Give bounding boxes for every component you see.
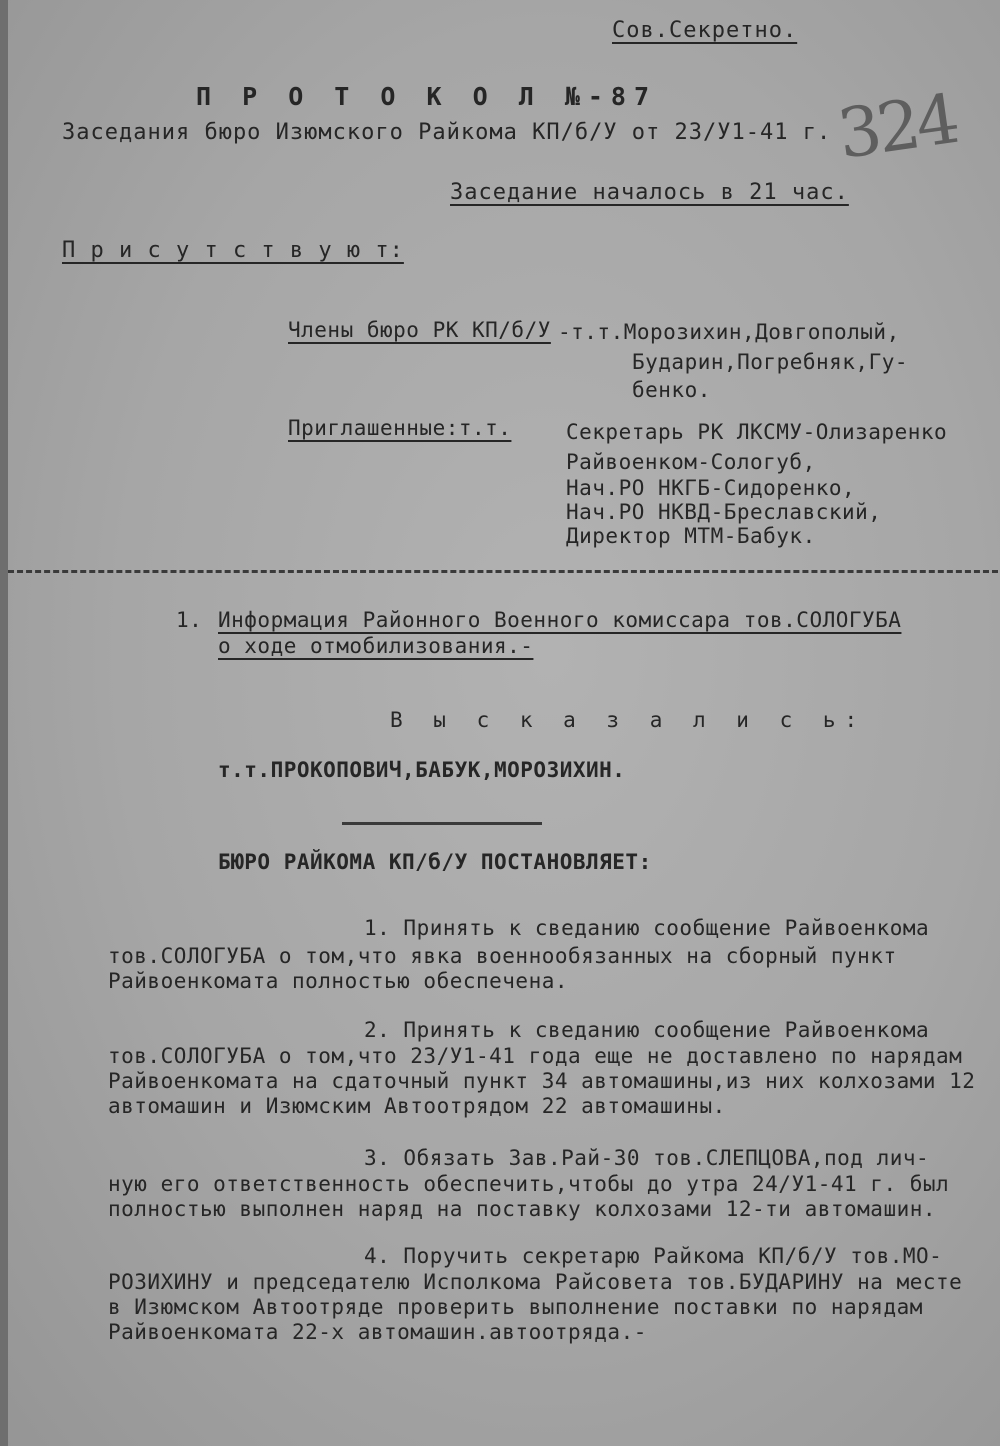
speakers-list: т.т.ПРОКОПОВИЧ,БАБУК,МОРОЗИХИН. — [218, 758, 626, 782]
resolution-point-2-first-line: 2. Принять к сведанию сообщение Райвоенкома — [364, 1018, 930, 1042]
resolution-heading: БЮРО РАЙКОМА КП/б/У ПОСТАНОВЛЯЕТ: — [218, 850, 652, 874]
handwritten-page-number: 324 — [833, 80, 961, 175]
members-label: Члены бюро РК КП/б/У — [288, 318, 551, 342]
members-line-1: -т.т.Морозихин,Довгополый, — [558, 320, 900, 344]
invited-line: Директор МТМ-Бабук. — [566, 524, 816, 548]
agenda-item-line-1: Информация Районного Военного комиссара тов.СОЛОГУБА — [218, 608, 902, 632]
resolution-point-1-first-line: 1. Принять к сведанию сообщение Райвоенкома — [364, 916, 930, 940]
members-line-3: бенко. — [632, 378, 711, 402]
document-subtitle: Заседания бюро Изюмского Райкома КП/б/У от 23/У1-41 г. — [62, 120, 832, 145]
resolution-point-3-text: ную его ответственность обеспечить,чтобы до утра 24/У1-41 г. был полностью выполнен наряд на поставку колхозами 12-ти автомашин. — [108, 1172, 950, 1221]
resolution-point-4-text: РОЗИХИНУ и председателю Исполкома Райсовета тов.БУДАРИНУ на месте в Изюмском Автоотряде проверить выполнение поставки по нарядам Райвоенкомата 22-х автомашин.автоотряда.- — [108, 1270, 963, 1344]
meeting-start-time: Заседание началось в 21 час. — [450, 180, 849, 205]
section-divider — [8, 570, 998, 573]
agenda-item-number: 1. — [176, 608, 203, 632]
resolution-point-4-first-line: 4. Поручить секретарю Райкома КП/б/У тов.МО- — [364, 1244, 943, 1268]
short-divider — [342, 822, 542, 825]
scan-edge — [0, 0, 8, 1446]
resolution-point-1-text: тов.СОЛОГУБА о том,что явка военнообязанных на сборный пункт Райвоенкомата полностью обеспечена. — [108, 944, 897, 993]
resolution-point-3-first-line: 3. Обязать Зав.Рай-30 тов.СЛЕПЦОВА,под лич- — [364, 1146, 930, 1170]
resolution-point-2-text: тов.СОЛОГУБА о том,что 23/У1-41 года еще не доставлено по нарядам Райвоенкомата на сдаточный пункт 34 автомашины,из них колхозами 12 автомашин и Изюмским Автоотрядом 22 автомашины. — [108, 1044, 976, 1118]
present-heading: П р и с у т с т в у ю т: — [62, 238, 404, 263]
invited-label: Приглашенные:т.т. — [288, 416, 512, 440]
classification-stamp: Сов.Секретно. — [612, 18, 798, 43]
spoke-heading: В ы с к а з а л и с ь: — [390, 708, 867, 732]
invited-line: Нач.РО НКВД-Бреславский, — [566, 500, 882, 524]
invited-line: Секретарь РК ЛКСМУ-Олизаренко — [566, 420, 948, 444]
invited-line: Райвоенком-Сологуб, — [566, 450, 816, 474]
invited-line: Нач.РО НКГБ-Сидоренко, — [566, 476, 856, 500]
agenda-item-line-2: о ходе отмобилизования.- — [218, 634, 534, 658]
document-title: П Р О Т О К О Л №-87 — [196, 82, 658, 111]
members-line-2: Бударин,Погребняк,Гу- — [632, 350, 909, 374]
